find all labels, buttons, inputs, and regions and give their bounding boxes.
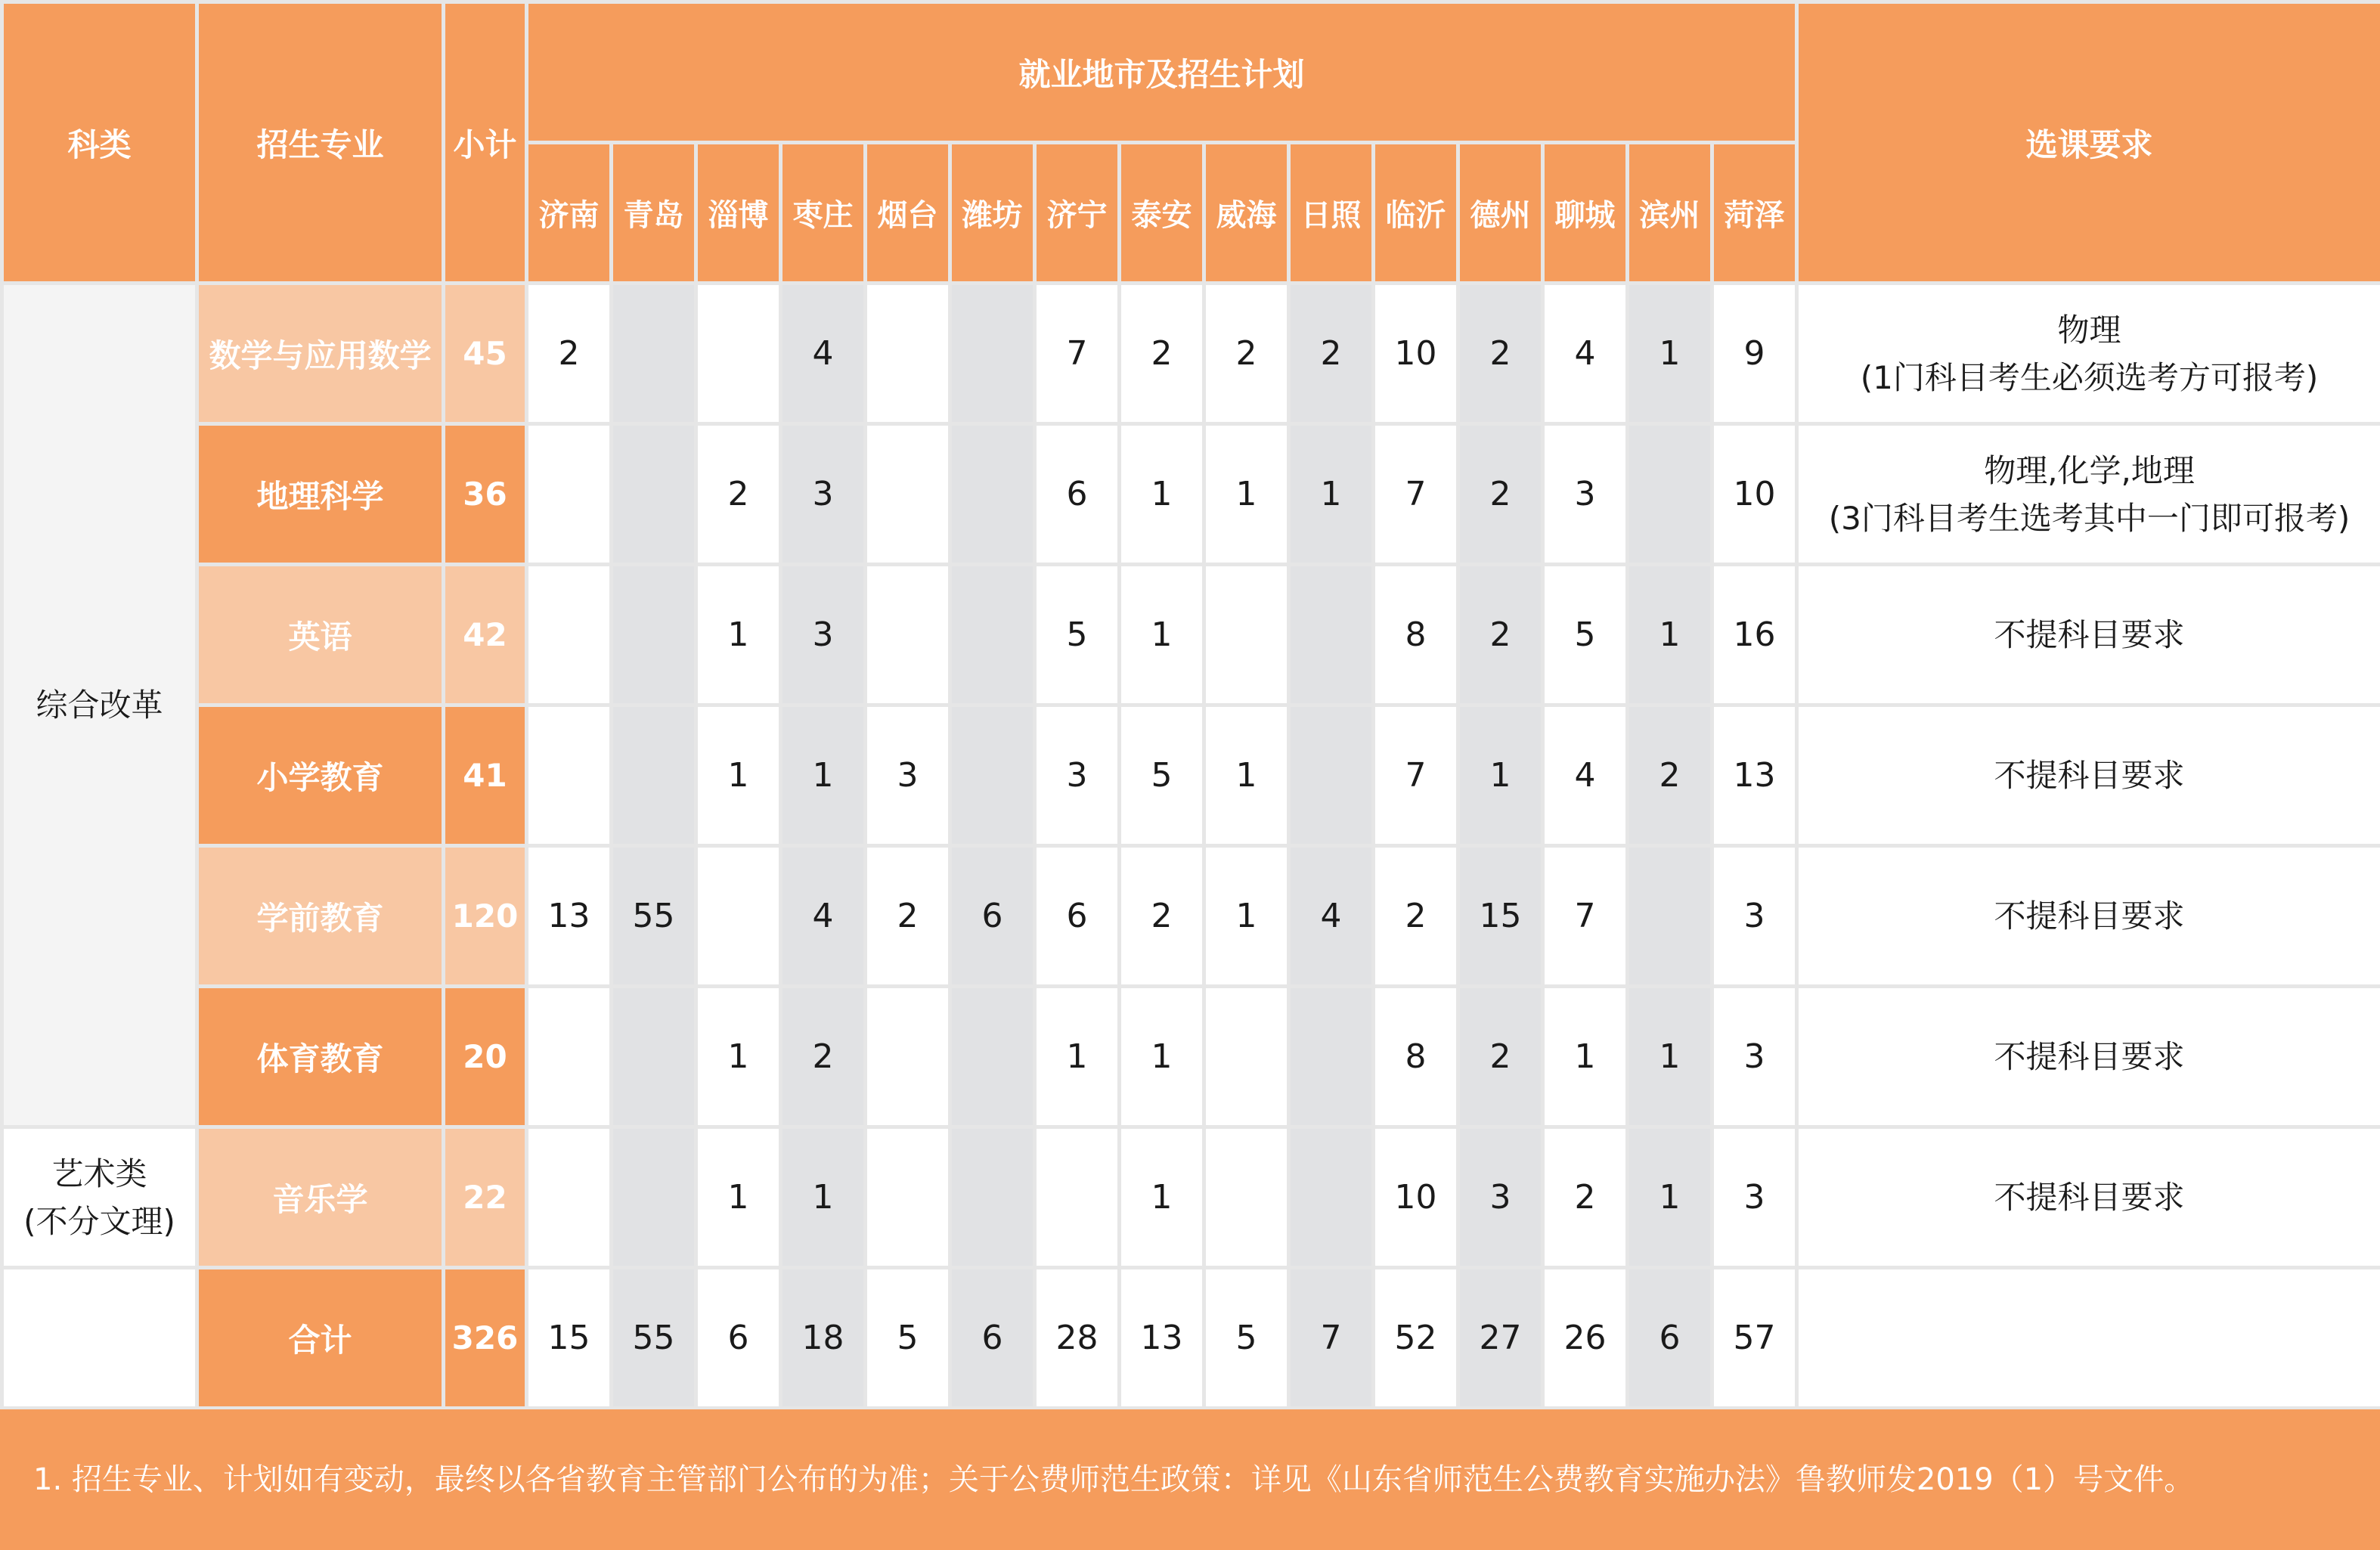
value-cell bbox=[950, 705, 1035, 846]
table-row bbox=[2, 565, 2380, 705]
category-comprehensive: 综合改革 bbox=[2, 284, 197, 1127]
value-cell bbox=[527, 424, 612, 565]
requirement-cell bbox=[1797, 565, 2380, 705]
requirement-line: 不提科目要求 bbox=[1994, 897, 2185, 935]
value-cell bbox=[866, 284, 950, 424]
value-cell bbox=[1204, 1127, 1289, 1268]
value-cell bbox=[696, 846, 781, 987]
value-cell: 1 bbox=[1628, 284, 1712, 424]
value-cell: 1 bbox=[1120, 1127, 1204, 1268]
value-cell: 2 bbox=[1120, 846, 1204, 987]
value-cell bbox=[1289, 705, 1374, 846]
value-cell: 8 bbox=[1374, 987, 1458, 1127]
major-cell: 英语 bbox=[197, 565, 444, 705]
requirement-line: 不提科目要求 bbox=[1994, 1179, 2185, 1216]
requirement-line: 不提科目要求 bbox=[1994, 757, 2185, 794]
value-cell: 16 bbox=[1712, 565, 1797, 705]
requirement-line: 不提科目要求 bbox=[1994, 616, 2185, 653]
total-subtotal: 326 bbox=[444, 1268, 527, 1409]
value-cell: 10 bbox=[1712, 424, 1797, 565]
header-city: 日照 bbox=[1289, 143, 1374, 284]
value-cell: 6 bbox=[950, 846, 1035, 987]
value-cell: 2 bbox=[1289, 284, 1374, 424]
value-cell bbox=[527, 987, 612, 1127]
total-cell: 57 bbox=[1712, 1268, 1797, 1409]
header-row-top bbox=[2, 2, 2380, 143]
subtotal-cell: 120 bbox=[444, 846, 527, 987]
value-cell: 1 bbox=[1204, 846, 1289, 987]
value-cell bbox=[527, 1127, 612, 1268]
requirement-note: (3门科目考生选考其中一门即可报考) bbox=[1828, 499, 2351, 537]
major-cell: 地理科学 bbox=[197, 424, 444, 565]
value-cell: 4 bbox=[1289, 846, 1374, 987]
header-city: 枣庄 bbox=[781, 143, 866, 284]
value-cell: 6 bbox=[1035, 846, 1120, 987]
requirement-cell bbox=[1797, 284, 2380, 424]
value-cell bbox=[1628, 846, 1712, 987]
value-cell: 1 bbox=[696, 705, 781, 846]
value-cell: 1 bbox=[1204, 705, 1289, 846]
requirement-line: 物理 bbox=[2057, 311, 2121, 349]
value-cell: 9 bbox=[1712, 284, 1797, 424]
value-cell bbox=[950, 284, 1035, 424]
total-cell: 15 bbox=[527, 1268, 612, 1409]
major-cell: 数学与应用数学 bbox=[197, 284, 444, 424]
total-row bbox=[2, 1268, 2380, 1409]
subtotal-cell: 45 bbox=[444, 284, 527, 424]
requirement-cell bbox=[1797, 846, 2380, 987]
value-cell: 1 bbox=[696, 987, 781, 1127]
value-cell: 13 bbox=[527, 846, 612, 987]
value-cell: 4 bbox=[1543, 705, 1628, 846]
value-cell: 2 bbox=[1458, 987, 1543, 1127]
table-row bbox=[2, 705, 2380, 846]
header-city: 潍坊 bbox=[950, 143, 1035, 284]
value-cell: 1 bbox=[1628, 1127, 1712, 1268]
major-cell: 音乐学 bbox=[197, 1127, 444, 1268]
value-cell bbox=[1204, 987, 1289, 1127]
value-cell: 1 bbox=[1120, 424, 1204, 565]
total-cell: 28 bbox=[1035, 1268, 1120, 1409]
value-cell bbox=[950, 565, 1035, 705]
category-arts-line1: 艺术类 bbox=[51, 1155, 147, 1192]
category-arts bbox=[2, 1127, 197, 1268]
value-cell: 3 bbox=[866, 705, 950, 846]
value-cell: 55 bbox=[612, 846, 696, 987]
value-cell bbox=[866, 424, 950, 565]
value-cell bbox=[612, 987, 696, 1127]
value-cell: 1 bbox=[1289, 424, 1374, 565]
major-cell: 小学教育 bbox=[197, 705, 444, 846]
footer-note: 1. 招生专业、计划如有变动，最终以各省教育主管部门公布的为准；关于公费师范生政策：详见《山东省师范生公费教育实施办法》鲁教师发2019（1）号文件。 bbox=[0, 1409, 2380, 1550]
subtotal-cell: 36 bbox=[444, 424, 527, 565]
total-cell: 5 bbox=[1204, 1268, 1289, 1409]
value-cell: 2 bbox=[696, 424, 781, 565]
value-cell bbox=[527, 705, 612, 846]
header-category: 科类 bbox=[2, 2, 197, 284]
category-arts-line2: (不分文理) bbox=[23, 1202, 175, 1240]
requirement-line: 不提科目要求 bbox=[1994, 1038, 2185, 1075]
value-cell: 3 bbox=[1458, 1127, 1543, 1268]
value-cell: 4 bbox=[781, 284, 866, 424]
major-cell: 体育教育 bbox=[197, 987, 444, 1127]
value-cell: 1 bbox=[1458, 705, 1543, 846]
total-cell: 27 bbox=[1458, 1268, 1543, 1409]
total-cell: 18 bbox=[781, 1268, 866, 1409]
header-subtotal: 小计 bbox=[444, 2, 527, 284]
major-cell: 学前教育 bbox=[197, 846, 444, 987]
table-row bbox=[2, 1127, 2380, 1268]
value-cell: 5 bbox=[1035, 565, 1120, 705]
total-cell: 5 bbox=[866, 1268, 950, 1409]
requirement-line: 物理,化学,地理 bbox=[1984, 451, 2195, 489]
value-cell: 3 bbox=[1712, 987, 1797, 1127]
value-cell: 3 bbox=[1035, 705, 1120, 846]
header-city: 德州 bbox=[1458, 143, 1543, 284]
value-cell: 7 bbox=[1543, 846, 1628, 987]
value-cell: 3 bbox=[781, 424, 866, 565]
subtotal-cell: 41 bbox=[444, 705, 527, 846]
value-cell bbox=[866, 1127, 950, 1268]
value-cell bbox=[1628, 424, 1712, 565]
value-cell bbox=[950, 1127, 1035, 1268]
subtotal-cell: 20 bbox=[444, 987, 527, 1127]
value-cell bbox=[1289, 1127, 1374, 1268]
value-cell bbox=[950, 424, 1035, 565]
table-row bbox=[2, 424, 2380, 565]
value-cell: 8 bbox=[1374, 565, 1458, 705]
header-city: 滨州 bbox=[1628, 143, 1712, 284]
value-cell: 2 bbox=[1458, 565, 1543, 705]
subtotal-cell: 42 bbox=[444, 565, 527, 705]
table-row bbox=[2, 846, 2380, 987]
value-cell bbox=[1035, 1127, 1120, 1268]
header-city: 淄博 bbox=[696, 143, 781, 284]
value-cell: 10 bbox=[1374, 1127, 1458, 1268]
header-requirement: 选课要求 bbox=[1797, 2, 2380, 284]
value-cell bbox=[950, 987, 1035, 1127]
value-cell bbox=[612, 705, 696, 846]
value-cell: 2 bbox=[1374, 846, 1458, 987]
value-cell bbox=[1289, 987, 1374, 1127]
total-requirement-empty bbox=[1797, 1268, 2380, 1409]
value-cell bbox=[1204, 565, 1289, 705]
table-row bbox=[2, 284, 2380, 424]
total-cell: 7 bbox=[1289, 1268, 1374, 1409]
value-cell: 1 bbox=[781, 1127, 866, 1268]
value-cell: 4 bbox=[781, 846, 866, 987]
header-city: 泰安 bbox=[1120, 143, 1204, 284]
value-cell bbox=[527, 565, 612, 705]
total-cell: 6 bbox=[950, 1268, 1035, 1409]
header-major: 招生专业 bbox=[197, 2, 444, 284]
header-city: 济宁 bbox=[1035, 143, 1120, 284]
header-city: 烟台 bbox=[866, 143, 950, 284]
value-cell: 1 bbox=[1543, 987, 1628, 1127]
value-cell: 1 bbox=[1628, 987, 1712, 1127]
total-cell: 13 bbox=[1120, 1268, 1204, 1409]
value-cell: 7 bbox=[1374, 705, 1458, 846]
value-cell: 2 bbox=[1204, 284, 1289, 424]
value-cell: 2 bbox=[1120, 284, 1204, 424]
value-cell: 2 bbox=[866, 846, 950, 987]
header-city: 聊城 bbox=[1543, 143, 1628, 284]
value-cell: 13 bbox=[1712, 705, 1797, 846]
value-cell bbox=[1289, 565, 1374, 705]
header-city: 青岛 bbox=[612, 143, 696, 284]
value-cell: 3 bbox=[1712, 846, 1797, 987]
total-cell: 6 bbox=[1628, 1268, 1712, 1409]
value-cell: 1 bbox=[1628, 565, 1712, 705]
value-cell: 1 bbox=[781, 705, 866, 846]
requirement-cell bbox=[1797, 705, 2380, 846]
value-cell: 1 bbox=[1035, 987, 1120, 1127]
requirement-cell bbox=[1797, 987, 2380, 1127]
value-cell: 5 bbox=[1120, 705, 1204, 846]
header-city: 临沂 bbox=[1374, 143, 1458, 284]
value-cell: 2 bbox=[1458, 284, 1543, 424]
requirement-cell bbox=[1797, 424, 2380, 565]
header-plan-group: 就业地市及招生计划 bbox=[527, 2, 1797, 143]
total-cell: 52 bbox=[1374, 1268, 1458, 1409]
value-cell: 7 bbox=[1035, 284, 1120, 424]
total-cell: 55 bbox=[612, 1268, 696, 1409]
table-row bbox=[2, 987, 2380, 1127]
header-city: 菏泽 bbox=[1712, 143, 1797, 284]
requirement-note: (1门科目考生必须选考方可报考) bbox=[1860, 358, 2319, 396]
requirement-cell bbox=[1797, 1127, 2380, 1268]
value-cell: 2 bbox=[1628, 705, 1712, 846]
value-cell bbox=[612, 565, 696, 705]
value-cell: 1 bbox=[696, 1127, 781, 1268]
total-label: 合计 bbox=[197, 1268, 444, 1409]
value-cell: 3 bbox=[1712, 1127, 1797, 1268]
value-cell bbox=[696, 284, 781, 424]
value-cell: 2 bbox=[781, 987, 866, 1127]
value-cell: 1 bbox=[1204, 424, 1289, 565]
total-cell: 26 bbox=[1543, 1268, 1628, 1409]
subtotal-cell: 22 bbox=[444, 1127, 527, 1268]
value-cell: 1 bbox=[696, 565, 781, 705]
value-cell bbox=[866, 987, 950, 1127]
total-category-empty bbox=[2, 1268, 197, 1409]
value-cell bbox=[612, 424, 696, 565]
value-cell: 7 bbox=[1374, 424, 1458, 565]
value-cell: 3 bbox=[781, 565, 866, 705]
value-cell: 10 bbox=[1374, 284, 1458, 424]
total-cell: 6 bbox=[696, 1268, 781, 1409]
value-cell bbox=[612, 1127, 696, 1268]
value-cell bbox=[866, 565, 950, 705]
value-cell bbox=[612, 284, 696, 424]
value-cell: 4 bbox=[1543, 284, 1628, 424]
value-cell: 1 bbox=[1120, 987, 1204, 1127]
value-cell: 2 bbox=[1458, 424, 1543, 565]
value-cell: 5 bbox=[1543, 565, 1628, 705]
value-cell: 15 bbox=[1458, 846, 1543, 987]
value-cell: 1 bbox=[1120, 565, 1204, 705]
header-city: 威海 bbox=[1204, 143, 1289, 284]
value-cell: 2 bbox=[527, 284, 612, 424]
value-cell: 3 bbox=[1543, 424, 1628, 565]
header-city: 济南 bbox=[527, 143, 612, 284]
value-cell: 6 bbox=[1035, 424, 1120, 565]
value-cell: 2 bbox=[1543, 1127, 1628, 1268]
